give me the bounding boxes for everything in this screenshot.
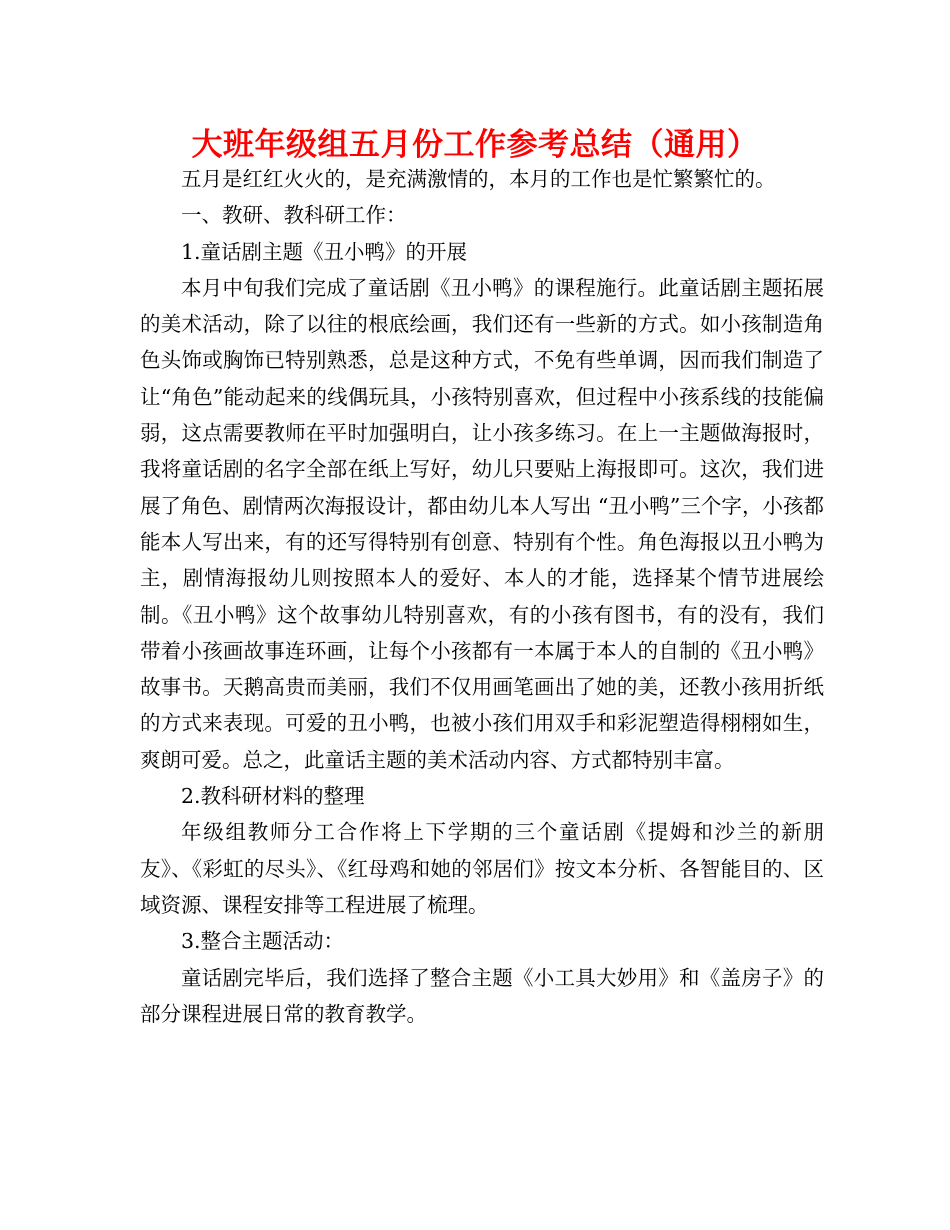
paragraph-materials: 年级组教师分工合作将上下学期的三个童话剧《提姆和沙兰的新朋友》、《彩虹的尽头》、《红母鸡和她的邻居们》按文本分析、各智能目的、区域资源、课程安排等工程进展了梳理。 (140, 820, 824, 917)
subheading-materials: 2.教科研材料的整理 (181, 784, 365, 809)
paragraph-intro: 五月是红红火火的，是充满激情的，本月的工作也是忙繁繁忙的。 (181, 167, 776, 191)
document-body (140, 161, 824, 1032)
subheading-ugly-duckling: 1.童话剧主题《丑小鸭》的开展 (181, 239, 468, 264)
subheading-integrated-theme: 3.整合主题活动： (181, 929, 345, 954)
section-heading-research: 一、教研、教科研工作： (181, 203, 407, 228)
paragraph-ugly-duckling: 本月中旬我们完成了童话剧《丑小鸭》的课程施行。此童话剧主题拓展的美术活动，除了以往的根底绘画，我们还有一些新的方式。如小孩制造角色头饰或胸饰已特别熟悉，总是这种方式，不免有些单调，因而我们制造了让“角色”能动起来的线偶玩具，小孩特别喜欢，但过程中小孩系线的技能偏弱，这点需要教师在平时加强明白，让小孩多练习。在上一主题做海报时，我将童话剧的名字全部在纸上写好，幼儿只要贴上海报即可。这次，我们进展了角色、剧情两次海报设计，都由幼儿本人写出 “丑小鸭”三个字，小孩都能本人写出来，有的还写得特别有创意、特别有个性。角色海报以丑小鸭为主，剧情海报幼儿则按照本人的爱好、本人的才能，选择某个情节进展绘制。《丑小鸭》这个故事幼儿特别喜欢，有的小孩有图书，有的没有，我们带着小孩画故事连环画，让每个小孩都有一本属于本人的自制的《丑小鸭》故事书。天鹅高贵而美丽，我们不仅用画笔画出了她的美，还教小孩用折纸的方式来表现。可爱的丑小鸭，也被小孩们用双手和彩泥塑造得栩栩如生，爽朗可爱。总之，此童话主题的美术活动内容、方式都特别丰富。 (140, 275, 824, 772)
paragraph-integrated-theme: 童话剧完毕后，我们选择了整合主题《小工具大妙用》和《盖房子》的部分课程进展日常的教育教学。 (140, 965, 824, 1026)
document-title: 大班年级组五月份工作参考总结（通用） (191, 127, 759, 163)
